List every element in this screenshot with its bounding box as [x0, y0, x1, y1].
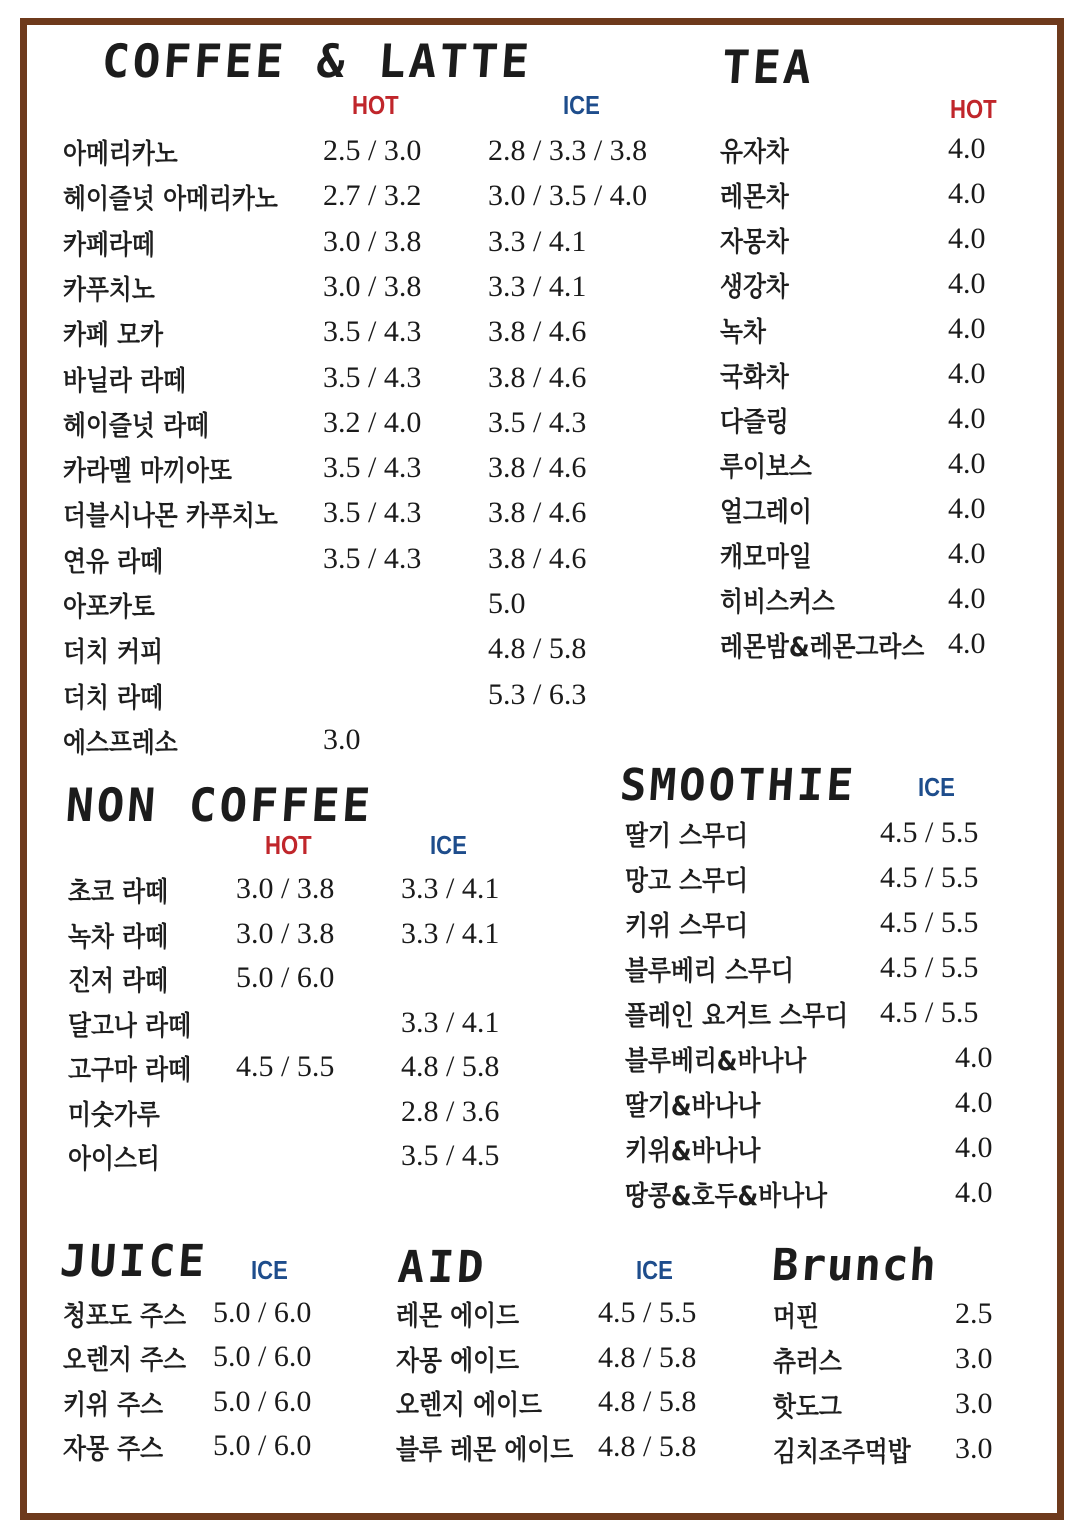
tea-hot-header: HOT — [950, 94, 997, 124]
price: 4.0 — [948, 357, 986, 390]
item-name: 땅콩&호두&바나나 — [625, 1181, 828, 1212]
menu-item-row — [0, 445, 1080, 485]
item-name: 망고 스무디 — [625, 866, 749, 897]
noncoffee-ice-header: ICE — [430, 830, 467, 860]
hot-price: 3.5 / 4.3 — [323, 360, 422, 394]
menu-item-row — [0, 814, 1080, 854]
item-name: 키위&바나나 — [625, 1136, 761, 1167]
item-name: 레몬밤&레몬그라스 — [720, 632, 925, 663]
menu-item-row — [0, 1340, 1080, 1380]
price: 4.0 — [948, 492, 986, 525]
item-name: 레몬 에이드 — [396, 1301, 520, 1332]
coffee-ice-header: ICE — [563, 90, 600, 120]
item-name: 에스프레소 — [63, 727, 178, 759]
item-name: 헤이즐넛 아메리카노 — [63, 184, 278, 216]
menu-item-row — [0, 904, 1080, 944]
menu-item-row — [0, 859, 1080, 899]
hot-price: 3.0 / 3.8 — [236, 916, 335, 950]
noncoffee-title: NON COFFEE — [64, 778, 375, 832]
menu-item-row — [0, 949, 1080, 989]
menu-item-row — [0, 490, 1080, 530]
item-name: 자몽차 — [720, 227, 789, 258]
item-name: 얼그레이 — [720, 497, 812, 528]
menu-item-row — [0, 310, 1080, 350]
ice-price: 3.8 / 4.6 — [488, 315, 587, 349]
item-name: 딸기&바나나 — [625, 1091, 761, 1122]
menu-item-row — [0, 220, 1080, 260]
price: 4.0 — [948, 177, 986, 210]
item-name: 연유 라떼 — [63, 546, 164, 578]
item-name: 루이보스 — [720, 452, 812, 483]
item-name: 키위 스무디 — [625, 911, 749, 942]
hot-price: 3.5 / 4.3 — [323, 496, 422, 530]
price: 4.5 / 5.5 — [880, 861, 979, 894]
item-name: 진저 라떼 — [68, 966, 169, 997]
coffee-title: COFFEE & LATTE — [100, 34, 534, 88]
item-name: 츄러스 — [773, 1347, 842, 1378]
price: 5.0 / 6.0 — [213, 1428, 312, 1462]
menu-item-row — [0, 265, 1080, 305]
ice-price: 4.8 / 5.8 — [401, 1050, 500, 1083]
menu-item-row — [0, 1430, 1080, 1470]
price: 4.0 — [955, 1131, 993, 1164]
price: 4.5 / 5.5 — [598, 1296, 697, 1329]
item-name: 카푸치노 — [63, 274, 155, 306]
item-name: 레몬차 — [720, 182, 789, 213]
item-name: 머핀 — [773, 1302, 819, 1333]
coffee-hot-header: HOT — [352, 90, 399, 120]
price: 4.0 — [948, 132, 986, 165]
tea-title: TEA — [720, 40, 816, 94]
item-name: 딸기 스무디 — [625, 821, 749, 852]
item-name: 아이스티 — [68, 1144, 160, 1175]
item-name: 고구마 라떼 — [68, 1055, 192, 1086]
ice-price: 2.8 / 3.6 — [401, 1094, 500, 1128]
menu-item-row — [0, 1129, 1080, 1169]
item-name: 더치 커피 — [63, 637, 164, 669]
noncoffee-hot-header: HOT — [265, 830, 312, 860]
hot-price: 3.2 / 4.0 — [323, 405, 422, 439]
item-name: 더치 라떼 — [63, 682, 164, 714]
price: 4.0 — [948, 582, 986, 615]
smoothie-ice-header: ICE — [918, 772, 955, 802]
menu-item-row — [0, 1039, 1080, 1079]
item-name: 미숫가루 — [68, 1099, 160, 1131]
price: 4.5 / 5.5 — [880, 996, 979, 1029]
item-name: 생강차 — [720, 272, 789, 303]
price: 4.0 — [948, 447, 986, 480]
ice-price: 3.3 / 4.1 — [401, 1005, 500, 1039]
item-name: 달고나 라떼 — [68, 1010, 192, 1042]
item-name: 플레인 요거트 스무디 — [625, 1001, 849, 1032]
menu-item-row — [0, 625, 1080, 665]
item-name: 자몽 에이드 — [396, 1345, 520, 1377]
menu-item-row — [0, 355, 1080, 395]
item-name: 더블시나몬 카푸치노 — [63, 501, 278, 533]
item-name: 카페라떼 — [63, 229, 155, 261]
item-name: 카라멜 마끼아또 — [63, 456, 232, 488]
item-name: 핫도그 — [773, 1392, 842, 1423]
hot-price: 4.5 / 5.5 — [236, 1050, 335, 1083]
ice-price: 3.3 / 4.1 — [401, 916, 500, 950]
hot-price: 2.7 / 3.2 — [323, 179, 422, 213]
ice-price: 5.0 — [488, 587, 526, 620]
item-name: 녹차 — [720, 317, 766, 348]
price: 4.5 / 5.5 — [880, 906, 979, 939]
item-name: 청포도 주스 — [63, 1301, 187, 1332]
item-name: 국화차 — [720, 362, 789, 393]
price: 4.8 / 5.8 — [598, 1340, 697, 1374]
aid-title: AID — [396, 1242, 489, 1293]
price: 4.0 — [948, 627, 986, 660]
menu-item-row — [0, 400, 1080, 440]
brunch-title: Brunch — [770, 1240, 939, 1291]
ice-price: 3.5 / 4.5 — [401, 1139, 500, 1172]
item-name: 바닐라 라떼 — [63, 365, 187, 397]
item-name: 유자차 — [720, 137, 789, 168]
item-name: 다즐링 — [720, 407, 789, 438]
price: 5.0 / 6.0 — [213, 1340, 312, 1374]
aid-ice-header: ICE — [636, 1255, 673, 1285]
item-name: 아메리카노 — [63, 139, 178, 170]
item-name: 오렌지 주스 — [63, 1345, 187, 1377]
menu-item-row — [0, 580, 1080, 620]
price: 2.5 — [955, 1297, 993, 1330]
price: 4.0 — [948, 312, 986, 345]
hot-price: 3.0 / 3.8 — [323, 269, 422, 303]
menu-item-row — [0, 535, 1080, 575]
ice-price: 3.3 / 4.1 — [401, 872, 500, 905]
hot-price: 3.0 — [323, 722, 361, 756]
item-name: 자몽 주스 — [63, 1433, 164, 1465]
menu-item-row — [0, 1385, 1080, 1425]
ice-price: 4.8 / 5.8 — [488, 632, 587, 666]
price: 4.0 — [955, 1176, 993, 1209]
price: 4.8 / 5.8 — [598, 1429, 697, 1463]
hot-price: 2.5 / 3.0 — [323, 134, 422, 167]
item-name: 김치조주먹밥 — [773, 1437, 911, 1468]
ice-price: 3.8 / 4.6 — [488, 360, 587, 394]
price: 4.0 — [955, 1041, 993, 1074]
ice-price: 3.8 / 4.6 — [488, 496, 587, 530]
ice-price: 3.3 / 4.1 — [488, 269, 587, 303]
menu-item-row — [0, 676, 1080, 716]
price: 4.0 — [948, 402, 986, 435]
item-name: 블루베리&바나나 — [625, 1046, 807, 1077]
item-name: 캐모마일 — [720, 542, 812, 573]
menu-item-row — [0, 721, 1080, 761]
price: 3.0 — [955, 1432, 993, 1465]
price: 5.0 / 6.0 — [213, 1384, 312, 1418]
item-name: 키위 주스 — [63, 1389, 164, 1421]
price: 4.0 — [948, 222, 986, 255]
menu-item-row — [0, 130, 1080, 170]
smoothie-title: SMOOTHIE — [618, 760, 858, 811]
ice-price: 5.3 / 6.3 — [488, 677, 587, 711]
ice-price: 3.8 / 4.6 — [488, 451, 587, 485]
price: 5.0 / 6.0 — [213, 1296, 312, 1329]
price: 4.0 — [948, 267, 986, 300]
menu-item-row — [0, 1174, 1080, 1214]
item-name: 헤이즐넛 라떼 — [63, 410, 209, 442]
price: 4.8 / 5.8 — [598, 1385, 697, 1418]
menu-item-row — [0, 175, 1080, 215]
hot-price: 5.0 / 6.0 — [236, 961, 335, 994]
ice-price: 3.3 / 4.1 — [488, 224, 587, 258]
item-name: 히비스커스 — [720, 587, 835, 618]
menu-item-row — [0, 994, 1080, 1034]
item-name: 블루베리 스무디 — [625, 956, 794, 987]
ice-price: 3.8 / 4.6 — [488, 541, 587, 575]
price: 3.0 — [955, 1342, 993, 1375]
juice-title: JUICE — [58, 1236, 210, 1287]
hot-price: 3.0 / 3.8 — [236, 872, 335, 905]
price: 4.5 / 5.5 — [880, 816, 979, 849]
price: 3.0 — [955, 1387, 993, 1420]
menu-item-row — [0, 1084, 1080, 1124]
price: 4.0 — [955, 1086, 993, 1119]
ice-price: 3.0 / 3.5 / 4.0 — [488, 179, 648, 213]
price: 4.5 / 5.5 — [880, 951, 979, 984]
item-name: 아포카토 — [63, 592, 155, 623]
hot-price: 3.5 / 4.3 — [323, 541, 422, 575]
hot-price: 3.5 / 4.3 — [323, 315, 422, 349]
ice-price: 2.8 / 3.3 / 3.8 — [488, 134, 648, 167]
item-name: 블루 레몬 에이드 — [396, 1434, 574, 1466]
ice-price: 3.5 / 4.3 — [488, 405, 587, 439]
item-name: 카페 모카 — [63, 320, 164, 352]
menu-item-row — [0, 1295, 1080, 1335]
juice-ice-header: ICE — [251, 1255, 288, 1285]
hot-price: 3.0 / 3.8 — [323, 224, 422, 258]
hot-price: 3.5 / 4.3 — [323, 451, 422, 485]
price: 4.0 — [948, 537, 986, 570]
item-name: 오렌지 에이드 — [396, 1390, 542, 1421]
item-name: 녹차 라떼 — [68, 921, 169, 953]
item-name: 초코 라떼 — [68, 877, 169, 908]
